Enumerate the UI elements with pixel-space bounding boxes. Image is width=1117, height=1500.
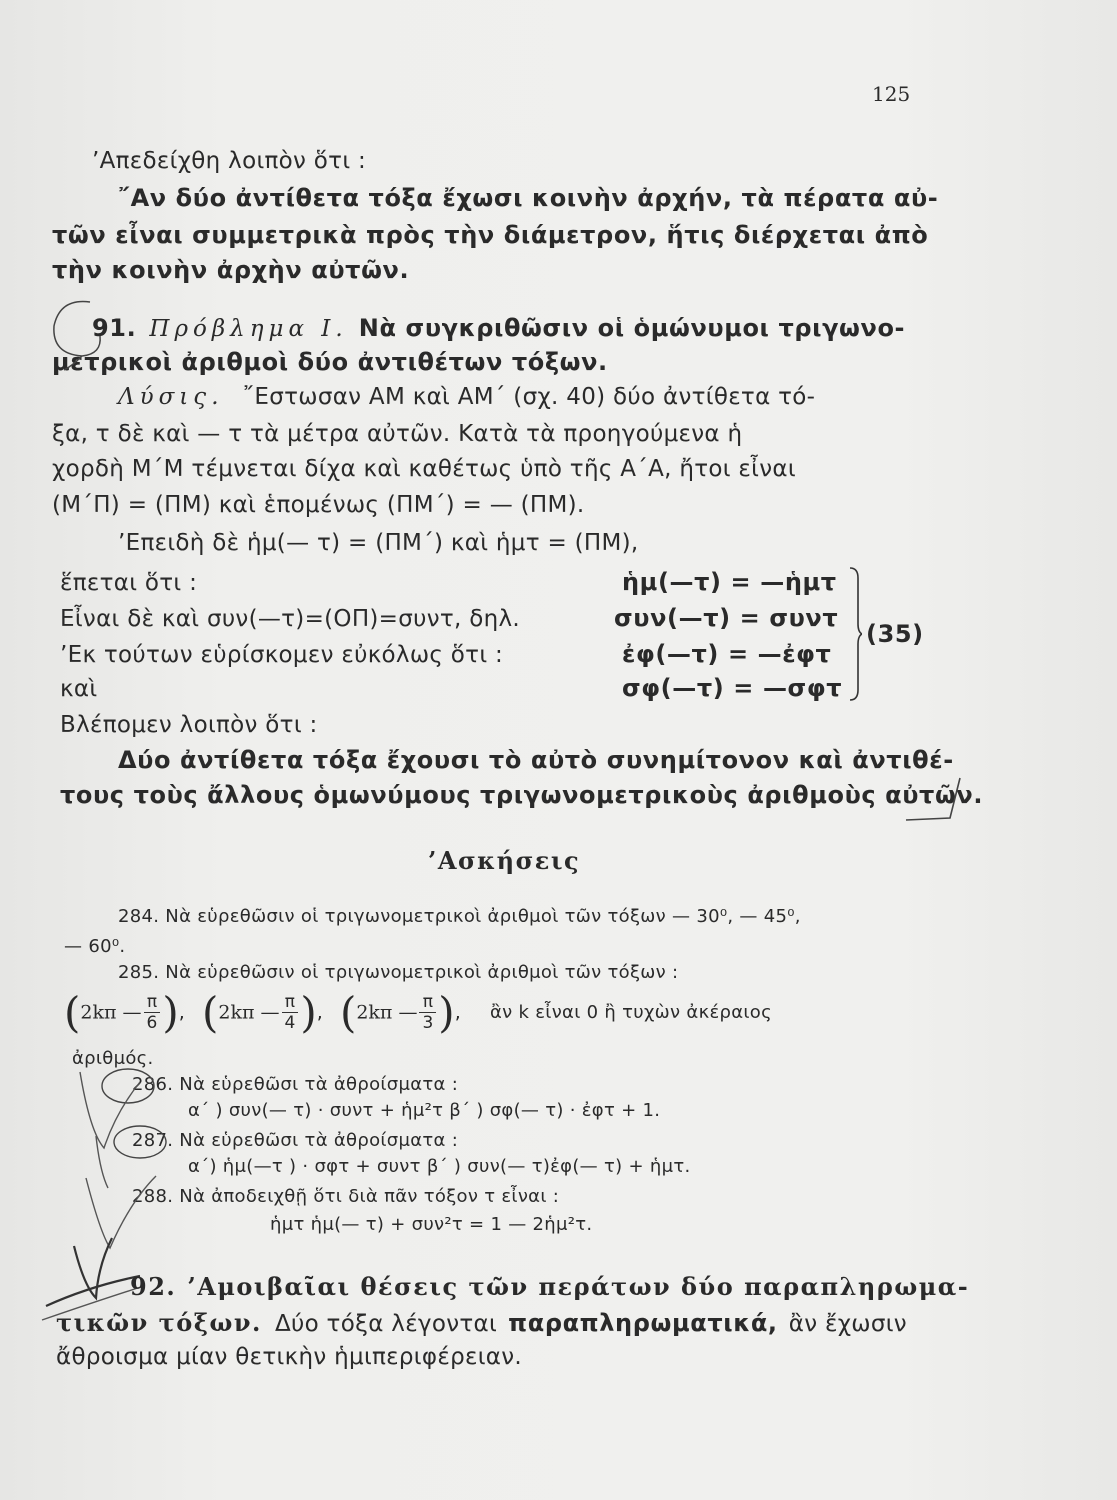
section-92-title-a: ’Αμοιβαῖαι θέσεις τῶν περάτων δύο παραπληρωμα-: [187, 1272, 970, 1301]
section-92-number: 92.: [130, 1272, 177, 1301]
formula-brace: [848, 566, 862, 702]
formula-number: (35): [866, 620, 924, 648]
section-92-text-b2: ἂν ἔχωσιν: [788, 1311, 907, 1337]
exercise-284-line2: — 60⁰.: [64, 936, 126, 957]
solution-line1-wrap: [118, 384, 815, 410]
section-92-heading: [130, 1272, 969, 1301]
fraction-2-den: 4: [284, 1013, 296, 1033]
page-number: 125: [872, 82, 911, 106]
fraction-3-den: 3: [422, 1013, 434, 1033]
section-92-bold-b: παραπληρωματικά,: [508, 1309, 778, 1337]
fraction-pi-4: [282, 992, 299, 1033]
exercise-285-tail: ἂν k εἶναι 0 ἢ τυχὼν ἀκέραιος: [489, 1002, 772, 1023]
fraction-pi-3: [419, 992, 436, 1033]
fraction-pi-6: [144, 992, 161, 1033]
formula-left-4: καὶ: [60, 676, 98, 702]
exercise-285-line1: 285. Νὰ εὑρεθῶσιν οἱ τριγωνομετρικοὶ ἀριθμοὶ τῶν τόξων :: [118, 962, 679, 983]
fraction-3-num: π: [419, 992, 436, 1013]
formula-right-4: σφ(—τ) = —σφτ: [622, 674, 843, 702]
exercise-287-title: 287. Νὰ εὑρεθῶσι τὰ ἀθροίσματα :: [132, 1130, 459, 1151]
comma-2: ,: [316, 1001, 335, 1024]
problem-title-line1: Νὰ συγκριθῶσιν οἱ ὁμώνυμοι τριγωνο-: [358, 314, 906, 342]
solution-label: Λύσις.: [118, 384, 224, 410]
comma-1: ,: [178, 1001, 197, 1024]
exercise-285-line3: ἀριθμός.: [72, 1048, 154, 1069]
formula-left-1: ἕπεται ὅτι :: [60, 570, 198, 596]
term1-prefix: 2kπ —: [80, 1001, 142, 1024]
paren-close-3: ): [438, 988, 455, 1037]
term3-prefix: 2kπ —: [356, 1001, 418, 1024]
section-92-text-b: Δύο τόξα λέγονται: [274, 1311, 498, 1337]
exercise-286-body: α΄ ) συν(— τ) · συντ + ἡμ²τ β΄ ) σφ(— τ) · ἐφτ + 1.: [188, 1100, 661, 1121]
section-92-line2: [56, 1308, 907, 1337]
solution-line4: (Μ΄Π) = (ΠΜ) καὶ ἑπομένως (ΠΜ΄) = — (ΠΜ).: [52, 492, 585, 518]
theorem2-line1: Δύο ἀντίθετα τόξα ἔχουσι τὸ αὐτὸ συνημίτονον καὶ ἀντιθέ-: [118, 746, 954, 774]
exercise-288-body: ἡμτ ἡμ(— τ) + συν²τ = 1 — 2ἡμ²τ.: [270, 1214, 593, 1235]
conclusion-intro: Βλέπομεν λοιπὸν ὅτι :: [60, 712, 318, 738]
solution-line5: ’Επειδὴ δὲ ἡμ(— τ) = (ΠΜ΄) καὶ ἡμτ = (ΠΜ),: [118, 530, 639, 556]
theorem1-line1: ῎Αν δύο ἀντίθετα τόξα ἔχωσι κοινὴν ἀρχήν, τὰ πέρατα αὐ-: [118, 184, 939, 212]
theorem1-line2: τῶν εἶναι συμμετρικὰ πρὸς τὴν διάμετρον, ἥτις διέρχεται ἀπὸ: [52, 221, 929, 249]
formula-right-3: ἐφ(—τ) = —ἐφτ: [622, 640, 832, 668]
pencil-check-marks: [60, 1052, 200, 1252]
formula-left-3: ’Εκ τούτων εὑρίσκομεν εὐκόλως ὅτι :: [60, 642, 504, 668]
formula-right-1: ἡμ(—τ) = —ἡμτ: [622, 568, 837, 596]
intro-line: ’Απεδείχθη λοιπὸν ὅτι :: [92, 148, 367, 174]
section-92-line3: ἄθροισμα μίαν θετικὴν ἡμιπεριφέρειαν.: [56, 1344, 523, 1370]
pencil-circle-91: [42, 296, 114, 372]
problem-heading: [92, 314, 905, 342]
fraction-1-den: 6: [146, 1013, 158, 1033]
paren-open-3: (: [339, 988, 357, 1037]
pencil-bracket-mark: [900, 772, 972, 828]
formula-right-2: συν(—τ) = συντ: [614, 604, 839, 632]
comma-3: ,: [454, 1001, 485, 1024]
theorem2-line2: τους τοὺς ἄλλους ὁμωνύμους τριγωνομετρικοὺς ἀριθμοὺς αὐτῶν.: [60, 781, 984, 809]
exercise-287-body: α΄) ἡμ(—τ ) · σφτ + συντ β΄ ) συν(— τ)ἐφ(— τ) + ἡμτ.: [188, 1156, 691, 1177]
exercise-285-terms: [64, 988, 772, 1042]
paren-open-2: (: [201, 988, 219, 1037]
fraction-1-num: π: [144, 992, 161, 1013]
problem-label: Πρόβλημα Ι.: [149, 316, 348, 342]
section-92-title-b: τικῶν τόξων.: [56, 1308, 262, 1337]
exercises-heading: ’Ασκήσεις: [428, 846, 581, 875]
problem-title-line2: μετρικοὶ ἀριθμοὶ δύο ἀντιθέτων τόξων.: [52, 348, 608, 376]
paren-close-2: ): [300, 988, 317, 1037]
solution-line3: χορδὴ Μ΄Μ τέμνεται δίχα καὶ καθέτως ὑπὸ τῆς Α΄Α, ἤτοι εἶναι: [52, 456, 796, 482]
theorem1-line3: τὴν κοινὴν ἀρχὴν αὐτῶν.: [52, 256, 410, 284]
solution-line2: ξα, τ δὲ καὶ — τ τὰ μέτρα αὐτῶν. Κατὰ τὰ προηγούμενα ἡ: [52, 421, 743, 447]
fraction-2-num: π: [282, 992, 299, 1013]
solution-line1: ῎Εστωσαν ΑΜ καὶ ΑΜ΄ (σχ. 40) δύο ἀντίθετα τό-: [242, 384, 816, 410]
exercise-288-title: 288. Νὰ ἀποδειχθῇ ὅτι διὰ πᾶν τόξον τ εἶναι :: [132, 1186, 560, 1207]
exercise-286-title: 286. Νὰ εὑρεθῶσι τὰ ἀθροίσματα :: [132, 1074, 459, 1095]
problem-number: 91.: [92, 314, 137, 342]
paren-open-1: (: [64, 988, 81, 1037]
formula-left-2: Εἶναι δὲ καὶ συν(—τ)=(ΟΠ)=συντ, δηλ.: [60, 606, 521, 632]
exercise-284-line1: 284. Νὰ εὑρεθῶσιν οἱ τριγωνομετρικοὶ ἀριθμοὶ τῶν τόξων — 30⁰, — 45⁰,: [118, 906, 801, 927]
term2-prefix: 2kπ —: [218, 1001, 280, 1024]
paren-close-1: ): [162, 988, 179, 1037]
